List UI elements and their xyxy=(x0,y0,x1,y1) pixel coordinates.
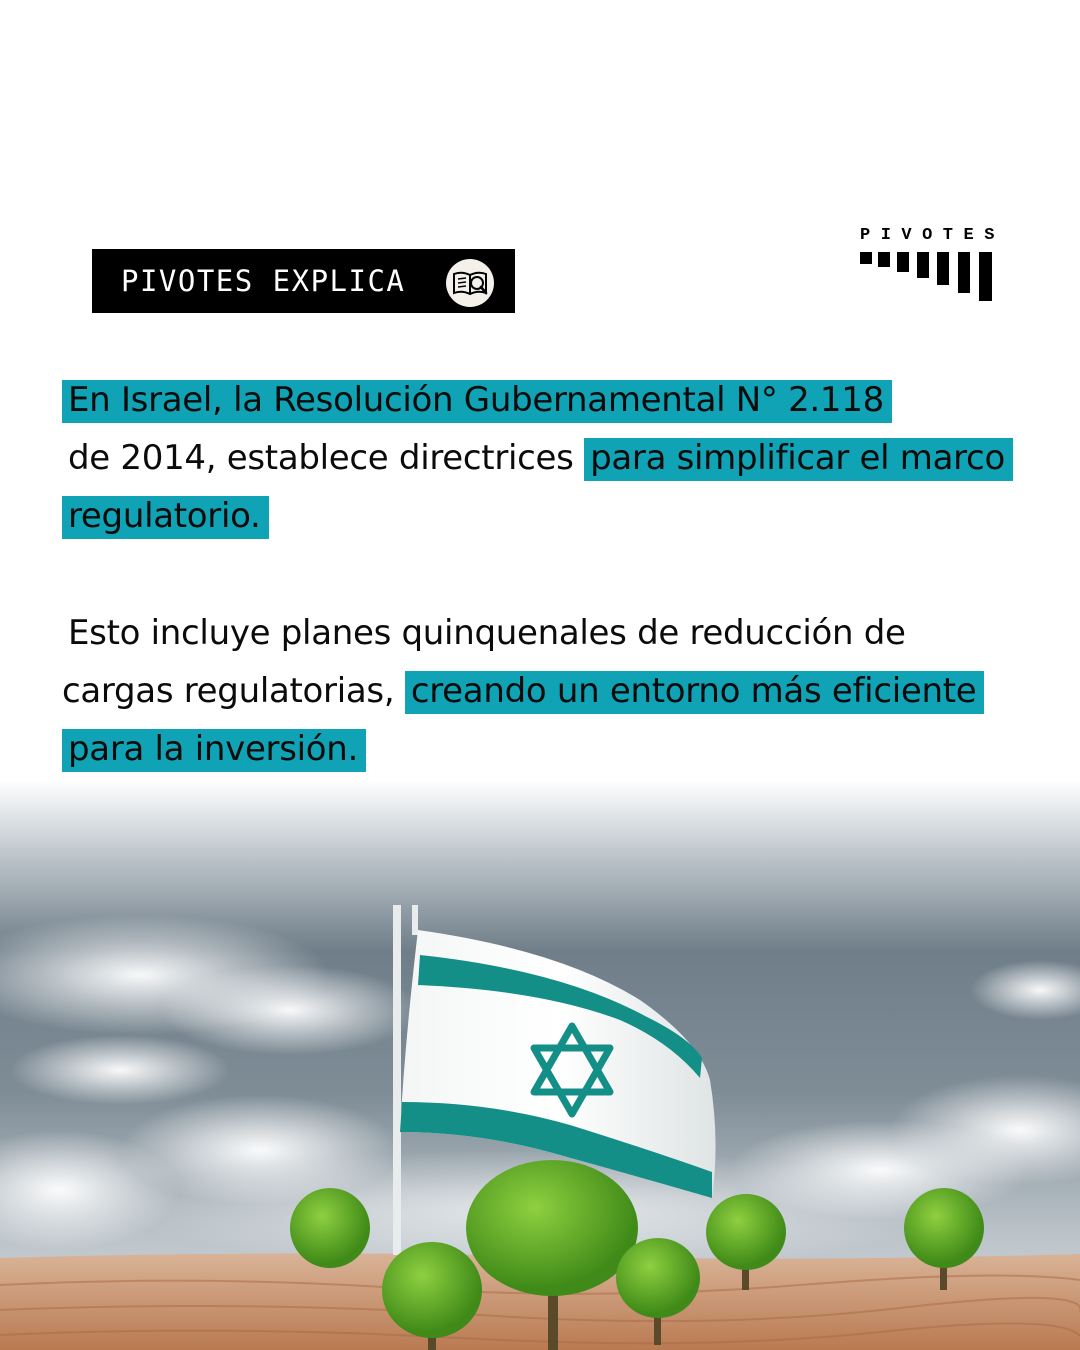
israel-flag-desert-illustration xyxy=(0,780,1080,1350)
badge-label: PIVOTES EXPLICA xyxy=(121,264,406,298)
pivotes-explica-badge xyxy=(92,249,515,313)
paragraph-2-text: Esto incluye planes quinquenales de reducción de cargas regulatorias, xyxy=(62,613,906,711)
paragraph-1-text: de 2014, establece directrices xyxy=(68,438,585,478)
logo-bars-icon xyxy=(859,250,999,302)
logo-word: PIVOTES xyxy=(860,226,1005,245)
book-search-icon xyxy=(446,259,494,307)
highlight-simplify: para simplificar el marco regulatorio. xyxy=(62,438,1013,539)
paragraph-1 xyxy=(62,371,1022,545)
highlight-efficient: creando un entorno más eficiente para la inversión. xyxy=(62,671,984,772)
highlight-resolution: En Israel, la Resolución Gubernamental N° 2.118 xyxy=(62,380,892,423)
tree-icon xyxy=(290,1188,370,1268)
pivotes-logo xyxy=(859,226,1005,302)
paragraph-2 xyxy=(62,604,1022,778)
